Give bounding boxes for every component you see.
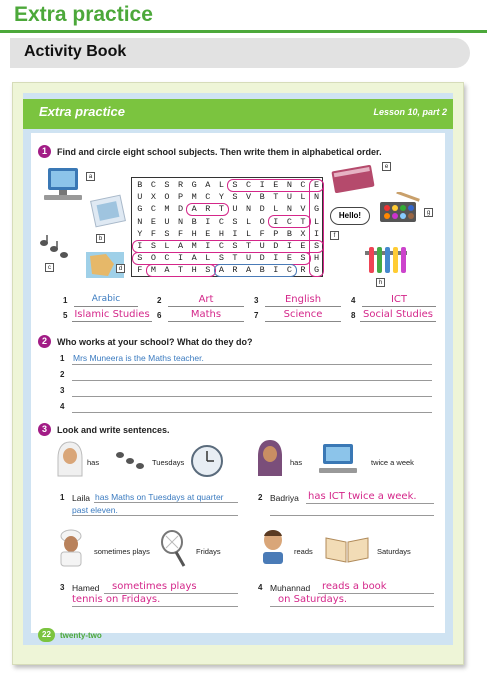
grid-cell[interactable]: B [259, 265, 265, 276]
grid-cell[interactable]: B [191, 216, 197, 227]
grid-cell[interactable]: P [178, 192, 184, 203]
grid-cell[interactable]: T [218, 204, 224, 215]
circle-art [186, 203, 229, 216]
grid-cell[interactable]: C [150, 180, 156, 190]
answer-ict: ICT [362, 293, 436, 307]
grid-cell[interactable]: I [314, 228, 320, 239]
answer-islamic-studies: Islamic Studies [72, 308, 152, 322]
grid-cell[interactable]: A [205, 180, 211, 190]
grid-cell[interactable]: V [246, 192, 252, 203]
girl-hijab-avatar [55, 440, 85, 478]
grid-cell[interactable]: E [300, 241, 306, 251]
q1-number: 1 [38, 145, 51, 158]
grid-cell[interactable]: B [259, 192, 265, 203]
q2-writing-line-3 [72, 396, 432, 397]
prompt1-day: Tuesdays [152, 458, 185, 467]
grid-cell[interactable]: T [178, 265, 184, 276]
grid-cell[interactable]: I [205, 241, 211, 251]
grid-cell[interactable]: A [218, 265, 224, 276]
grid-cell[interactable]: D [259, 204, 265, 215]
grid-cell[interactable]: S [205, 265, 211, 276]
answer-science: Science [265, 308, 341, 322]
s2-writing-line-2 [270, 515, 434, 516]
grid-cell[interactable]: I [137, 241, 143, 251]
grid-cell[interactable]: C [246, 180, 252, 190]
grid-cell[interactable]: C [218, 216, 224, 227]
grid-cell[interactable]: M [191, 192, 197, 203]
computer-icon [42, 166, 86, 202]
prompt4-day: Saturdays [377, 547, 411, 556]
header-left: Extra practice [39, 104, 125, 119]
answer-num-2: 2 [157, 296, 162, 305]
label-b: b [96, 234, 105, 243]
grid-cell[interactable]: I [259, 180, 265, 190]
s4-num: 4 [258, 583, 263, 592]
grid-cell[interactable]: A [191, 253, 197, 264]
grid-cell[interactable]: E [205, 228, 211, 239]
grid-cell[interactable]: H [191, 228, 197, 239]
grid-cell[interactable]: L [164, 241, 170, 251]
circle-arabic [214, 264, 298, 277]
paintbox-icon [376, 192, 424, 228]
answer-num-4: 4 [351, 296, 356, 305]
grid-cell[interactable]: I [178, 253, 184, 264]
grid-cell[interactable]: C [205, 192, 211, 203]
header-band [23, 99, 453, 129]
grid-cell[interactable]: S [232, 192, 238, 203]
s4-name: Muhannad [270, 583, 311, 593]
answer-art: Art [168, 293, 244, 307]
grid-cell[interactable]: C [164, 253, 170, 264]
s4-answer-line1: reads a book [322, 581, 387, 592]
grid-cell[interactable]: A [246, 265, 252, 276]
grid-cell[interactable]: S [232, 180, 238, 190]
grid-cell[interactable]: G [191, 180, 197, 190]
prompt3-verb: sometimes plays [94, 547, 150, 556]
grid-cell[interactable]: O [259, 216, 265, 227]
grid-cell[interactable]: N [286, 180, 292, 190]
s3-writing-line-2 [72, 606, 238, 607]
s4-writing-line-2 [270, 606, 434, 607]
grid-cell[interactable]: G [314, 204, 320, 215]
computer-icon [317, 442, 361, 476]
grid-cell[interactable]: F [137, 265, 143, 276]
grid-cell[interactable]: P [273, 228, 279, 239]
grid-cell[interactable]: C [300, 180, 306, 190]
s1-name: Laila [72, 493, 90, 503]
grid-cell[interactable]: H [191, 265, 197, 276]
s2-writing-line-1 [306, 503, 434, 504]
word-search-grid [131, 177, 323, 277]
grid-cell[interactable]: R [300, 265, 306, 276]
grid-cell[interactable]: E [314, 180, 320, 190]
grid-cell[interactable]: B [137, 180, 143, 190]
label-c: c [45, 263, 54, 272]
label-f: f [330, 231, 339, 240]
grid-cell[interactable]: N [286, 204, 292, 215]
boy-avatar [55, 528, 87, 568]
prompt2-frequency: twice a week [371, 458, 414, 467]
grid-cell[interactable]: S [164, 180, 170, 190]
grid-cell[interactable]: A [164, 265, 170, 276]
label-h: h [376, 278, 385, 287]
answer-maths: Maths [168, 308, 244, 322]
grid-cell[interactable]: U [164, 216, 170, 227]
grid-cell[interactable]: T [273, 192, 279, 203]
answer-num-6: 6 [157, 311, 162, 320]
page-title: Extra practice [14, 3, 153, 26]
grid-cell[interactable]: G [314, 265, 320, 276]
grid-cell[interactable]: O [150, 253, 156, 264]
grid-cell[interactable]: I [232, 228, 238, 239]
grid-cell[interactable]: T [246, 241, 252, 251]
grid-cell[interactable]: C [286, 216, 292, 227]
q2-instruction: Who works at your school? What do they do? [57, 337, 253, 347]
grid-cell[interactable]: E [286, 253, 292, 264]
s4-answer-line2: on Saturdays. [278, 594, 348, 605]
grid-cell[interactable]: S [150, 241, 156, 251]
grid-cell[interactable]: A [191, 204, 197, 215]
q2-line-num-2: 2 [60, 370, 65, 379]
grid-cell[interactable]: X [150, 192, 156, 203]
q2-line-num-4: 4 [60, 402, 65, 411]
page-number-badge: 22 [38, 628, 55, 642]
answer-num-5: 5 [63, 311, 68, 320]
grid-cell[interactable]: I [205, 216, 211, 227]
grid-cell[interactable]: E [273, 180, 279, 190]
q2-line-num-1: 1 [60, 354, 65, 363]
grid-cell[interactable]: L [314, 216, 320, 227]
grid-cell[interactable]: Y [137, 228, 143, 239]
answer-social-studies: Social Studies [360, 308, 436, 322]
grid-cell[interactable]: S [232, 216, 238, 227]
answer-arabic: Arabic [74, 293, 138, 307]
clock-icon [190, 444, 224, 478]
prompt3-day: Fridays [196, 547, 221, 556]
circle-ict [268, 215, 311, 228]
grid-cell[interactable]: T [232, 253, 238, 264]
grid-cell[interactable]: S [300, 253, 306, 264]
grid-cell[interactable]: C [286, 265, 292, 276]
section-bar [10, 38, 470, 68]
grid-cell[interactable]: U [232, 204, 238, 215]
grid-cell[interactable]: M [150, 265, 156, 276]
grid-cell[interactable]: D [178, 204, 184, 215]
circle-social-studies [132, 252, 311, 265]
grid-cell[interactable]: F [259, 228, 265, 239]
music-notes-icon [38, 233, 70, 261]
grid-cell[interactable]: F [150, 228, 156, 239]
grid-cell[interactable]: A [178, 241, 184, 251]
q1-instruction: Find and circle eight school subjects. Then write them in alphabetical order. [57, 147, 382, 157]
s3-answer-line2: tennis on Fridays. [72, 594, 161, 605]
page-number-word: twenty-two [60, 631, 102, 640]
grid-cell[interactable]: T [300, 216, 306, 227]
header-right: Lesson 10, part 2 [373, 107, 447, 117]
s1-writing-line-2 [72, 515, 238, 516]
label-e: e [382, 162, 391, 171]
s3-writing-line-1 [104, 593, 238, 594]
grid-cell[interactable]: O [164, 192, 170, 203]
grid-cell[interactable]: I [273, 253, 279, 264]
grid-cell[interactable]: I [273, 216, 279, 227]
girl-hijab-avatar [255, 438, 285, 478]
q2-writing-line-2 [72, 380, 432, 381]
prompt2-has: has [290, 458, 303, 467]
grid-cell[interactable]: I [286, 241, 292, 251]
grid-cell[interactable]: L [218, 180, 224, 190]
q3-instruction: Look and write sentences. [57, 425, 170, 435]
s1-writing-line-1 [94, 502, 238, 503]
s4-writing-line-1 [318, 593, 434, 594]
grid-cell[interactable]: R [232, 265, 238, 276]
grid-cell[interactable]: V [300, 204, 306, 215]
grid-cell[interactable]: D [259, 253, 265, 264]
q2-number: 2 [38, 335, 51, 348]
grid-cell[interactable]: M [191, 241, 197, 251]
label-a: a [86, 172, 95, 181]
grid-cell[interactable]: H [218, 228, 224, 239]
hello-speech-bubble: Hello! [330, 207, 370, 225]
s1-num: 1 [60, 493, 65, 502]
tennis-racket-icon [158, 530, 188, 568]
circle-english [309, 179, 325, 278]
grid-cell[interactable]: U [259, 241, 265, 251]
grid-cell[interactable]: H [314, 253, 320, 264]
s1-answer-line2: past eleven. [72, 505, 118, 515]
grid-cell[interactable]: N [137, 216, 143, 227]
grid-cell[interactable]: L [205, 253, 211, 264]
grid-cell[interactable]: G [137, 204, 143, 215]
q3-number: 3 [38, 423, 51, 436]
answer-num-1: 1 [63, 296, 68, 305]
grid-cell[interactable]: E [150, 216, 156, 227]
q2-writing-line-1 [72, 364, 432, 365]
grid-cell[interactable]: S [314, 241, 320, 251]
grid-cell[interactable]: L [300, 192, 306, 203]
grid-cell[interactable]: S [164, 228, 170, 239]
q2-line-num-3: 3 [60, 386, 65, 395]
title-rule [0, 30, 487, 33]
s2-answer-line1: has ICT twice a week. [308, 491, 417, 502]
s2-name: Badriya [270, 493, 299, 503]
grid-cell[interactable]: F [178, 228, 184, 239]
s3-num: 3 [60, 583, 65, 592]
s1-answer-line1: has Maths on Tuesdays at quarter [95, 492, 224, 502]
answer-num-7: 7 [254, 311, 259, 320]
circle-maths [146, 264, 216, 277]
boy-avatar [258, 526, 288, 566]
answer-english: English [265, 293, 341, 307]
label-g: g [424, 208, 433, 217]
answer-num-8: 8 [351, 311, 356, 320]
grid-cell[interactable]: N [314, 192, 320, 203]
grid-cell[interactable]: D [273, 241, 279, 251]
grid-cell[interactable]: C [218, 241, 224, 251]
grid-cell[interactable]: N [246, 204, 252, 215]
book-icon [322, 532, 372, 564]
grid-cell[interactable]: R [178, 180, 184, 190]
grid-cell[interactable]: N [178, 216, 184, 227]
grid-cell[interactable]: R [205, 204, 211, 215]
s3-name: Hamed [72, 583, 100, 593]
grid-cell[interactable]: U [137, 192, 143, 203]
circle-islamic-studies [132, 240, 324, 253]
grid-cell[interactable]: S [232, 241, 238, 251]
grid-cell[interactable]: X [300, 228, 306, 239]
grid-cell[interactable]: U [246, 253, 252, 264]
prompt4-verb: reads [294, 547, 313, 556]
grid-cell[interactable]: M [164, 204, 170, 215]
grid-cell[interactable]: C [150, 204, 156, 215]
painting-icon [90, 194, 128, 228]
grid-cell[interactable]: U [286, 192, 292, 203]
grid-cell[interactable]: Y [218, 192, 224, 203]
test-tubes-icon [363, 243, 409, 277]
grid-cell[interactable]: L [246, 228, 252, 239]
s3-answer-line1: sometimes plays [112, 581, 197, 592]
grid-cell[interactable]: B [286, 228, 292, 239]
music-notes-icon [114, 447, 146, 471]
s2-num: 2 [258, 493, 263, 502]
q2-writing-line-4 [72, 412, 432, 413]
label-d: d [116, 264, 125, 273]
prompt1-has: has [87, 458, 100, 467]
q2-line-text-1: Mrs Muneera is the Maths teacher. [73, 353, 204, 363]
grid-cell[interactable]: S [218, 253, 224, 264]
answer-num-3: 3 [254, 296, 259, 305]
book-icon [329, 162, 377, 194]
section-title: Activity Book [24, 43, 127, 60]
grid-cell[interactable]: L [273, 204, 279, 215]
grid-cell[interactable]: I [273, 265, 279, 276]
grid-cell[interactable]: S [137, 253, 143, 264]
grid-cell[interactable]: L [246, 216, 252, 227]
